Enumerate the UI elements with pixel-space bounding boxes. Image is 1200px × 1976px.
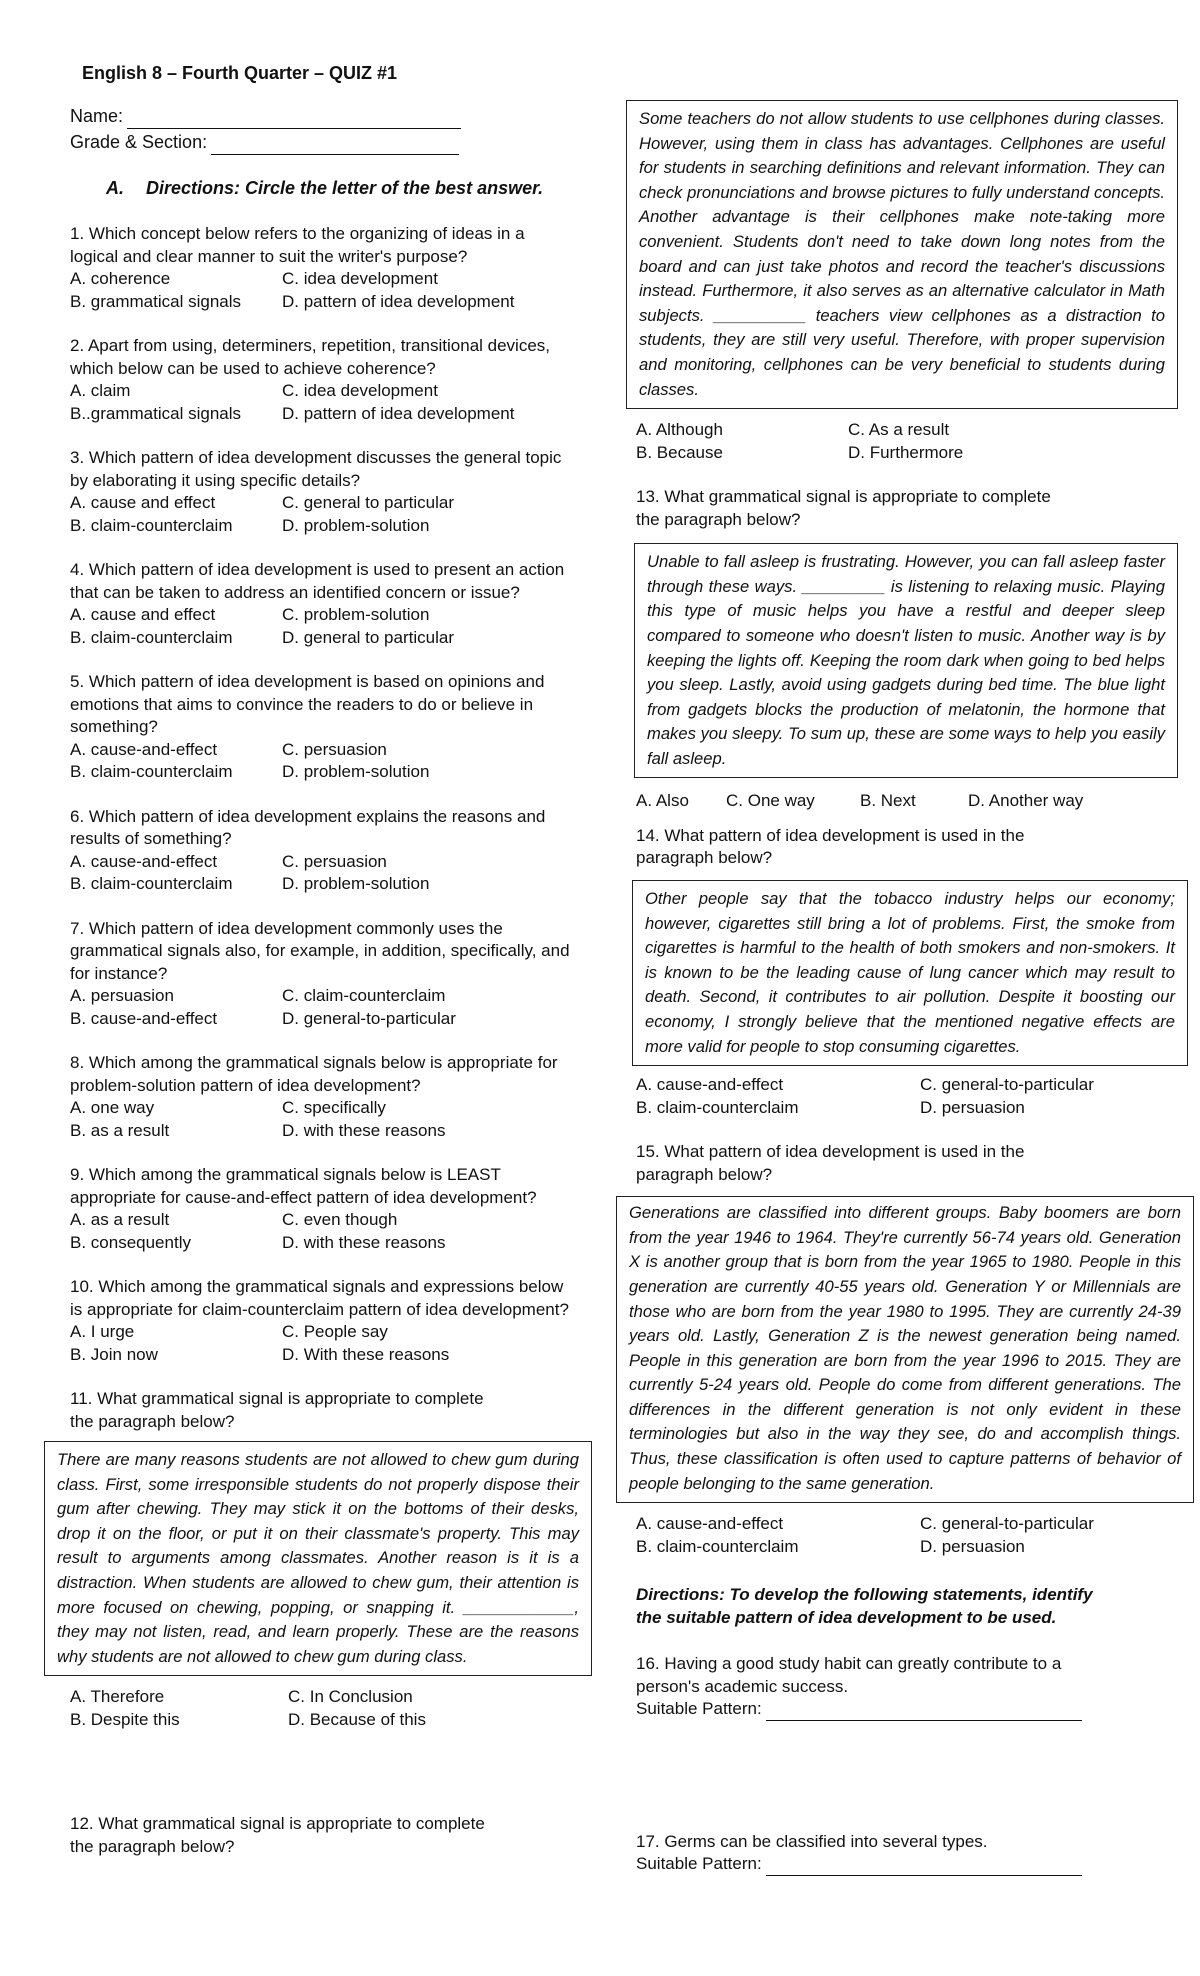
question-12-options — [636, 419, 1176, 464]
question-1-options — [70, 268, 590, 313]
option-c[interactable]: C. idea development — [282, 381, 438, 400]
option-a[interactable]: A. cause-and-effect — [70, 739, 218, 759]
option-b[interactable]: B. Next — [860, 791, 916, 811]
grade-section-blank[interactable] — [211, 136, 459, 155]
option-b[interactable]: B. claim-counterclaim — [70, 515, 233, 535]
option-d[interactable]: D. Because of this — [288, 1709, 426, 1729]
option-a[interactable]: A. Therefore — [70, 1687, 165, 1707]
question-14-passage: Other people say that the tobacco industry helps our economy; however, cigarettes still bring a lot of problems. First, the smoke from cigarettes is harmful to the health of both smokers and non-smokers. It is known to be the leading cause of lung cancer which may result to death. Second, it contributes to air pollution. Despite it boosting our economy, I strongly believe that the mentioned negative effects are more valid for people to stop consuming cigarettes. — [632, 880, 1188, 1066]
question-9-stem: 9. Which among the grammatical signals below is LEAST appropriate for cause-and-effect pattern of idea development? — [70, 1165, 537, 1207]
option-d[interactable]: D. persuasion — [920, 1097, 1025, 1117]
question-3 — [70, 447, 590, 537]
question-5-options — [70, 739, 590, 784]
option-b[interactable]: B. cause-and-effect — [70, 1008, 218, 1028]
name-blank[interactable] — [127, 110, 461, 129]
question-17-stem: 17. Germs can be classified into several types. — [636, 1831, 988, 1851]
question-6-options — [70, 851, 590, 896]
quiz-title: English 8 – Fourth Quarter – QUIZ #1 — [82, 63, 398, 83]
option-b[interactable]: B..grammatical signals — [70, 403, 242, 423]
question-13-stem: 13. What grammatical signal is appropriate to complete the paragraph below? — [636, 487, 1051, 529]
option-d[interactable]: D. general to particular — [282, 627, 454, 647]
option-c[interactable]: C. even though — [282, 1210, 398, 1229]
option-c[interactable]: C. One way — [726, 791, 815, 811]
question-3-stem: 3. Which pattern of idea development discusses the general topic by elaborating it using specific details? — [70, 448, 562, 490]
question-11-options — [70, 1686, 590, 1731]
option-b[interactable]: B. claim-counterclaim — [70, 874, 233, 893]
option-d[interactable]: D. Another way — [968, 791, 1084, 811]
left-column — [57, 62, 590, 1880]
option-a[interactable]: A. cause-and-effect — [70, 851, 218, 871]
option-d[interactable]: D. pattern of idea development — [282, 403, 515, 423]
question-6 — [70, 806, 590, 896]
question-7-options — [70, 985, 590, 1030]
directions-b: Directions: To develop the following statements, identify the suitable pattern of idea development to be used. — [636, 1585, 1093, 1627]
option-a[interactable]: A. persuasion — [70, 986, 174, 1005]
question-13-options — [636, 790, 1176, 813]
grade-section-label: Grade & Section: — [70, 131, 208, 152]
option-b[interactable]: B. claim-counterclaim — [70, 762, 233, 781]
option-b[interactable]: B. claim-counterclaim — [636, 1097, 799, 1117]
question-7 — [70, 918, 590, 1031]
option-c[interactable]: C. specifically — [282, 1098, 386, 1117]
option-a[interactable]: A. cause and effect — [70, 493, 216, 512]
question-2-stem: 2. Apart from using, determiners, repetition, transitional devices, which below can be used to achieve coherence? — [70, 336, 551, 378]
question-16-pattern — [636, 1698, 1176, 1721]
question-11-passage: There are many reasons students are not allowed to chew gum during class. First, some irresponsible students do not properly dispose their gum after chewing. They may stick it on the bottoms of their desks, drop it on the floor, or put it on their classmate's property. This may result to arguments among classmates. Another reason is it is a distraction. When students are allowed to chew gum, their attention is more focused on chewing, popping, or snapping it. ____________, they may not listen, read, and learn properly. These are the reasons why students are not allowed to chew gum during class. — [44, 1441, 592, 1676]
question-9 — [70, 1164, 590, 1254]
question-10 — [70, 1276, 590, 1366]
option-c[interactable]: C. idea development — [282, 269, 438, 288]
option-b[interactable]: B. claim-counterclaim — [70, 627, 233, 647]
option-c[interactable]: C. general-to-particular — [920, 1075, 1094, 1095]
question-15-options — [636, 1513, 1176, 1558]
question-15-stem: 15. What pattern of idea development is used in the paragraph below? — [636, 1142, 1025, 1184]
option-a[interactable]: A. coherence — [70, 269, 171, 288]
question-8-stem: 8. Which among the grammatical signals below is appropriate for problem-solution pattern of idea development? — [70, 1053, 558, 1095]
option-a[interactable]: A. claim — [70, 381, 131, 400]
option-a[interactable]: A. Although — [636, 420, 723, 440]
option-a[interactable]: A. Also — [636, 791, 689, 811]
right-column — [629, 100, 1181, 1876]
option-d[interactable]: D. problem-solution — [282, 874, 430, 893]
option-b[interactable]: B. as a result — [70, 1120, 170, 1140]
question-17 — [636, 1831, 1176, 1876]
option-a[interactable]: A. cause-and-effect — [636, 1514, 784, 1534]
question-14-options — [636, 1074, 1176, 1119]
name-field — [70, 103, 590, 129]
option-a[interactable]: A. cause and effect — [70, 605, 216, 624]
question-7-stem: 7. Which pattern of idea development commonly uses the grammatical signals also, for example, in addition, specifically, and for instance? — [70, 918, 570, 983]
option-b[interactable]: B. Join now — [70, 1344, 158, 1364]
question-11-stem: 11. What grammatical signal is appropriate to complete the paragraph below? — [70, 1389, 484, 1431]
option-d[interactable]: D. general-to-particular — [282, 1008, 456, 1028]
directions-a-text: Directions: Circle the letter of the best answer. — [146, 177, 544, 198]
option-c[interactable]: C. In Conclusion — [288, 1687, 413, 1707]
option-c[interactable]: C. People say — [282, 1322, 388, 1341]
directions-a-letter: A. — [106, 177, 124, 198]
question-15-passage: Generations are classified into different groups. Baby boomers are born from the year 1946 to 1964. They're currently 56-74 years old. Generation X is another group that is born from the year 1965 to 1980. People in this generation are currently 40-55 years old. Generation Y or Millennials are those who are born from the year 1980 to 1995. They are currently 24-39 years old. Lastly, Generation Z is the newest generation being named. People in this generation are born from the year 1996 to 2015. They are currently 5-24 years old. People do come from different generations. The differences in the different generation is not only evident in these terminologies but also in the way they see, do and accomplish things. Thus, these classification is often used to capture patterns of behavior of people belonging to the same generation. — [616, 1196, 1194, 1503]
question-3-options — [70, 492, 590, 537]
question-4-stem: 4. Which pattern of idea development is used to present an action that can be taken to address an identified concern or issue? — [70, 560, 565, 602]
question-12-stem: 12. What grammatical signal is appropriate to complete the paragraph below? — [70, 1814, 485, 1856]
option-c[interactable]: C. claim-counterclaim — [282, 986, 446, 1005]
question-16-answer-blank[interactable] — [766, 1704, 1082, 1721]
question-12-passage: Some teachers do not allow students to use cellphones during classes. However, using them in class has advantages. Cellphones are useful for students in searching definitions and relevant information. They can check pronunciations and browse pictures to fully understand concepts. Another advantage is their cellphones make note-taking more convenient. Students don't need to take down long notes from the board and can just take photos and record the teacher's discussions instead. Furthermore, it also serves as an alternative calculator in Math subjects. __________ teachers view cellphones as a distraction to students, they are still very useful. Therefore, with proper supervision and monitoring, cellphones can be very beneficial to students during classes. — [626, 100, 1178, 409]
option-b[interactable]: B. Despite this — [70, 1709, 180, 1729]
option-c[interactable]: C. persuasion — [282, 739, 387, 759]
option-c[interactable]: C. problem-solution — [282, 605, 430, 624]
question-9-options — [70, 1209, 590, 1254]
question-2 — [70, 335, 590, 425]
option-d[interactable]: D. pattern of idea development — [282, 291, 515, 311]
question-17-pattern — [636, 1853, 1176, 1876]
question-5 — [70, 671, 590, 784]
question-5-stem: 5. Which pattern of idea development is based on opinions and emotions that aims to convince the readers to do or believe in something? — [70, 672, 545, 736]
question-1-stem: 1. Which concept below refers to the organizing of ideas in a logical and clear manner to suit the writer's purpose? — [70, 224, 525, 266]
option-c[interactable]: C. general-to-particular — [920, 1514, 1094, 1534]
option-b[interactable]: B. Because — [636, 442, 723, 462]
name-label: Name: — [70, 105, 124, 126]
question-16-pattern-label: Suitable Pattern: — [636, 1699, 762, 1719]
option-d[interactable]: D. Furthermore — [848, 442, 964, 462]
question-8-options — [70, 1097, 590, 1142]
grade-section-field — [70, 129, 590, 155]
directions-a — [106, 177, 590, 200]
question-10-stem: 10. Which among the grammatical signals and expressions below is appropriate for claim-counterclaim pattern of idea development? — [70, 1277, 569, 1319]
option-a[interactable]: A. as a result — [70, 1210, 170, 1229]
question-11 — [70, 1388, 590, 1433]
question-4-options — [70, 604, 590, 649]
option-c[interactable]: C. As a result — [848, 420, 950, 440]
question-17-answer-blank[interactable] — [766, 1859, 1082, 1876]
option-b[interactable]: B. consequently — [70, 1232, 191, 1252]
question-17-pattern-label: Suitable Pattern: — [636, 1854, 762, 1874]
option-d[interactable]: D. with these reasons — [282, 1120, 446, 1140]
question-13-passage: Unable to fall asleep is frustrating. However, you can fall asleep faster through these ways. _________ is listening to relaxing music. Playing this type of music helps you have a restful and deeper sleep compared to someone who doesn't listen to music. Another way is by keeping the lights off. Keeping the room dark when going to bed helps you sleep. Lastly, avoid using gadgets during bed time. The blue light from gadgets blocks the production of melatonin, the hormone that makes you sleepy. To sum up, these are some ways to help you easily fall asleep. — [634, 543, 1178, 778]
question-8 — [70, 1052, 590, 1142]
option-a[interactable]: A. one way — [70, 1098, 155, 1117]
question-list-left — [70, 223, 590, 1366]
question-4 — [70, 559, 590, 649]
question-2-options — [70, 380, 590, 425]
option-b[interactable]: B. claim-counterclaim — [636, 1536, 799, 1556]
option-a[interactable]: A. cause-and-effect — [636, 1075, 784, 1095]
question-10-options — [70, 1321, 590, 1366]
option-d[interactable]: D. With these reasons — [282, 1344, 450, 1364]
question-16-stem: 16. Having a good study habit can greatly contribute to a person's academic success. — [636, 1654, 1062, 1696]
option-a[interactable]: A. I urge — [70, 1322, 135, 1341]
option-c[interactable]: C. persuasion — [282, 851, 387, 871]
question-6-stem: 6. Which pattern of idea development explains the reasons and results of something? — [70, 806, 546, 848]
option-d[interactable]: D. persuasion — [920, 1536, 1025, 1556]
question-12 — [70, 1813, 510, 1858]
option-b[interactable]: B. grammatical signals — [70, 291, 242, 311]
option-c[interactable]: C. general to particular — [282, 493, 454, 512]
question-1 — [70, 223, 590, 313]
option-d[interactable]: D. problem-solution — [282, 762, 430, 781]
question-14-stem: 14. What pattern of idea development is used in the paragraph below? — [636, 825, 1025, 868]
option-d[interactable]: D. problem-solution — [282, 515, 430, 535]
option-d[interactable]: D. with these reasons — [282, 1232, 446, 1252]
